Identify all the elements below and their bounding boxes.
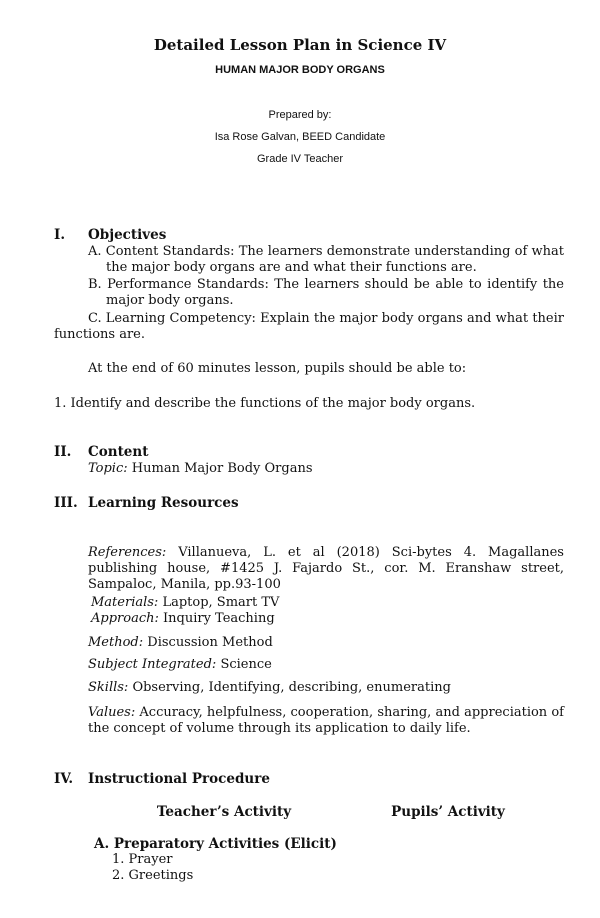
skills-line (88, 680, 451, 696)
resources-heading: Learning Resources (88, 495, 239, 511)
procedure-item-prayer: 1. Prayer (112, 852, 173, 867)
objectives-numeral: I. (54, 227, 66, 243)
topic-line (88, 461, 313, 477)
prepared-by-label: Prepared by: (268, 109, 332, 121)
approach-label: Approach: (91, 611, 159, 626)
references-value: Villanueva, L. et al (2018) Sci-bytes 4. Magallanes publishing house, #1425 J. Fajardo St., cor. M. Eranshaw street, Sampaloc, Manila, pp.93-100 (88, 545, 564, 592)
subject-value: Science (220, 657, 272, 672)
preparer-name: Isa Rose Galvan, BEED Candidate (214, 131, 386, 143)
approach-value: Inquiry Teaching (163, 611, 275, 626)
document-title: Detailed Lesson Plan in Science IV (153, 36, 447, 54)
content-standards: A. Content Standards: The learners demonstrate understanding of what the major body organs are and what their functions are. (88, 244, 564, 275)
skills-label: Skills: (88, 680, 129, 695)
performance-standards: B. Performance Standards: The learners should be able to identify the major body organs. (88, 277, 564, 308)
learning-competency: C. Learning Competency: Explain the major body organs and what their functions are. (54, 311, 564, 342)
procedure-heading: Instructional Procedure (88, 771, 270, 787)
references-paragraph (88, 545, 564, 593)
objectives-intro: At the end of 60 minutes lesson, pupils should be able to: (88, 361, 467, 376)
document-subtitle: HUMAN MAJOR BODY ORGANS (215, 64, 385, 76)
procedure-item-greetings: 2. Greetings (112, 868, 194, 883)
values-paragraph (88, 705, 564, 737)
approach-line (91, 611, 275, 627)
method-line (88, 635, 273, 651)
references-label: References: (88, 545, 167, 560)
pupils-activity-column-header: Pupils’ Activity (391, 804, 505, 820)
objectives-heading: Objectives (88, 227, 167, 243)
values-label: Values: (88, 705, 136, 720)
method-label: Method: (88, 635, 144, 650)
materials-line (91, 595, 279, 611)
skills-value: Observing, Identifying, describing, enumerating (132, 680, 451, 695)
procedure-numeral: IV. (54, 771, 74, 787)
subject-label: Subject Integrated: (88, 657, 217, 672)
values-value: Accuracy, helpfulness, cooperation, sharing, and appreciation of the concept of volume through its application to daily life. (88, 705, 564, 736)
topic-label: Topic: (88, 461, 128, 476)
preparer-role: Grade IV Teacher (256, 153, 343, 165)
materials-label: Materials: (91, 595, 159, 610)
materials-value: Laptop, Smart TV (162, 595, 280, 610)
preparatory-activities-heading: A. Preparatory Activities (Elicit) (94, 836, 337, 852)
subject-line (88, 657, 272, 673)
objective-item-1: 1. Identify and describe the functions of the major body organs. (54, 396, 476, 411)
teacher-activity-column-header: Teacher’s Activity (156, 804, 292, 820)
method-value: Discussion Method (147, 635, 273, 650)
topic-value: Human Major Body Organs (131, 461, 313, 476)
content-numeral: II. (54, 444, 72, 460)
content-heading: Content (88, 444, 149, 460)
resources-numeral: III. (54, 495, 78, 511)
